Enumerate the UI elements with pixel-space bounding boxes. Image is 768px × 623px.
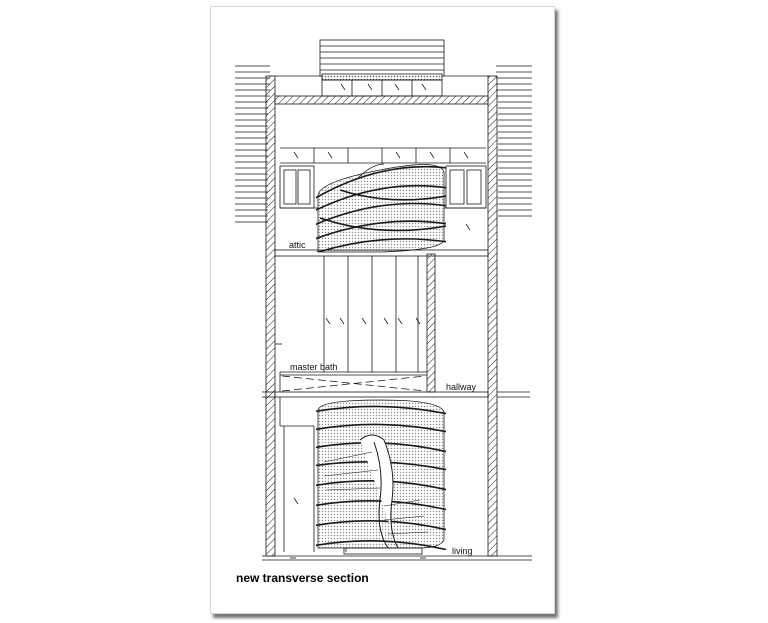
master-bath-label: master bath bbox=[290, 362, 338, 372]
living-label: living bbox=[452, 546, 473, 556]
ground-floor bbox=[262, 556, 532, 560]
right-siding bbox=[496, 66, 532, 216]
left-siding bbox=[235, 66, 270, 222]
drawing-caption: new transverse section bbox=[236, 571, 369, 585]
lower-spiral-stair bbox=[312, 400, 448, 554]
attic-label: attic bbox=[289, 240, 306, 250]
upper-stair-screen bbox=[312, 164, 448, 254]
roof-skylight bbox=[320, 40, 444, 96]
hallway-label: hallway bbox=[446, 382, 477, 392]
